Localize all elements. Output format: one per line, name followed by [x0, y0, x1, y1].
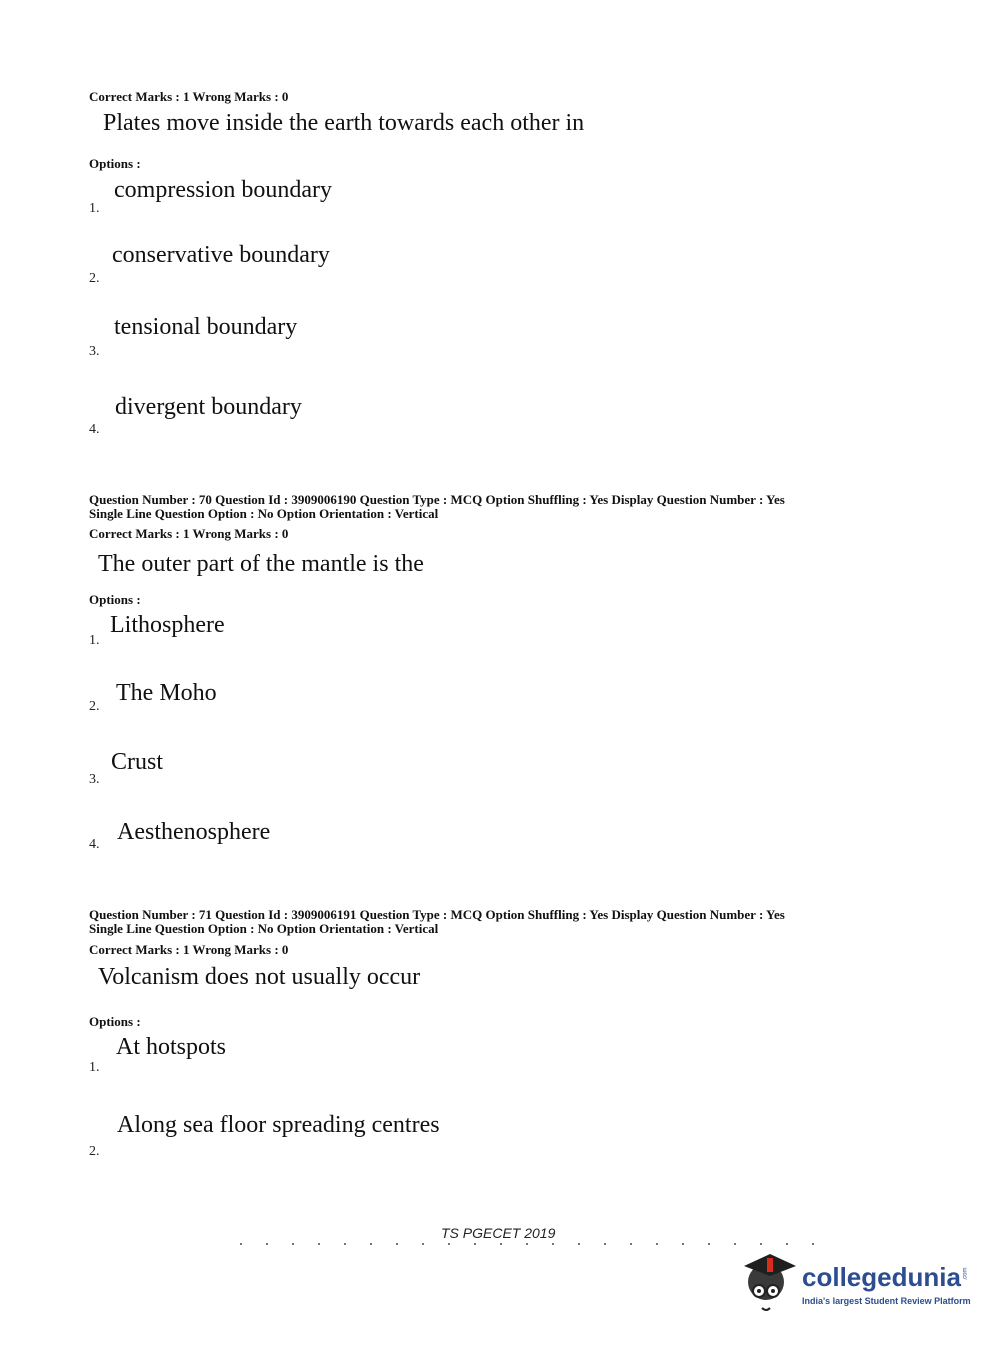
q70-options-label: Options :: [89, 592, 141, 607]
q69-option-1-number: 1.: [89, 201, 100, 216]
collegedunia-logo: [740, 1248, 970, 1316]
q70-option-4-text: Aesthenosphere: [117, 819, 271, 845]
q71-option-2-number: 2.: [89, 1144, 100, 1159]
q70-option-1-text: Lithosphere: [110, 612, 225, 638]
q69-option-2-text: conservative boundary: [112, 242, 330, 268]
q71-meta-line-1: Question Number : 71 Question Id : 3909006191 Question Type : MCQ Option Shuffling : Yes Display Question Number : Yes: [89, 907, 785, 922]
q70-option-3-text: Crust: [111, 749, 164, 775]
q71-meta-line-2: Single Line Question Option : No Option Orientation : Vertical: [89, 921, 439, 936]
q69-options-label: Options :: [89, 156, 141, 171]
q70-option-2-text: The Moho: [116, 680, 217, 706]
logo-wordmark: collegedunia: [802, 1262, 961, 1292]
q70-option-4-number: 4.: [89, 837, 100, 852]
q71-option-1-text: At hotspots: [116, 1034, 227, 1060]
q69-question-text: Plates move inside the earth towards each other in: [103, 110, 585, 136]
q71-option-1-number: 1.: [89, 1060, 100, 1075]
footer-exam-label: TS PGECET 2019: [441, 1225, 556, 1241]
q71-options-label: Options :: [89, 1014, 141, 1029]
logo-suffix: .com: [962, 1267, 969, 1281]
q69-option-4-text: divergent boundary: [115, 394, 302, 420]
q71-marks: Correct Marks : 1 Wrong Marks : 0: [89, 942, 289, 957]
q69-option-4-number: 4.: [89, 422, 100, 437]
q71-question-text: Volcanism does not usually occur: [98, 964, 421, 990]
q70-meta-line-1: Question Number : 70 Question Id : 3909006190 Question Type : MCQ Option Shuffling : Yes Display Question Number : Yes: [89, 492, 785, 507]
q70-option-3-number: 3.: [89, 772, 100, 787]
q69-option-2-number: 2.: [89, 271, 100, 286]
q70-question-text: The outer part of the mantle is the: [98, 551, 424, 577]
q69-option-1-text: compression boundary: [114, 177, 332, 203]
q69-marks: Correct Marks : 1 Wrong Marks : 0: [89, 89, 289, 104]
q71-option-2-text: Along sea floor spreading centres: [117, 1112, 440, 1138]
logo-tagline: India's largest Student Review Platform: [802, 1296, 971, 1306]
q69-option-3-text: tensional boundary: [114, 314, 298, 340]
footer-dotted-divider: [240, 1243, 820, 1245]
q70-option-2-number: 2.: [89, 699, 100, 714]
q70-option-1-number: 1.: [89, 633, 100, 648]
q69-option-3-number: 3.: [89, 344, 100, 359]
q70-meta-line-2: Single Line Question Option : No Option Orientation : Vertical: [89, 506, 439, 521]
q70-marks: Correct Marks : 1 Wrong Marks : 0: [89, 526, 289, 541]
graduation-cap-mascot-icon: [740, 1248, 800, 1316]
